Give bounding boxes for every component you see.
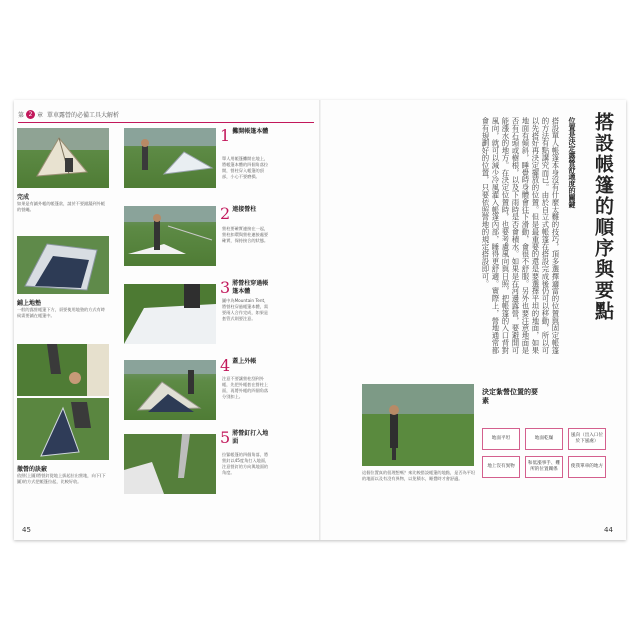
chapter-title: 單車露營的必備工具大解析	[47, 111, 120, 119]
header-rule	[18, 122, 314, 123]
step-2-illustration	[124, 206, 216, 266]
step-2-number: 2	[220, 204, 231, 223]
factor-bike-parking: 使我單車的地方	[568, 456, 606, 478]
step-3-title: 將營柱穿過帳篷本體	[232, 280, 269, 295]
factor-wind-direction: 風向（出入口位於下風處）	[568, 428, 606, 450]
chapter-number-badge: 2	[26, 110, 35, 119]
caption-complete-title: 完成	[17, 194, 30, 201]
step-1-text: 單人用帳篷攤開在地上，將帳篷本體的四個角落拉開，營柱穿入帳篷的頂部，小心不要磨損。	[222, 156, 269, 179]
photo-step-1	[124, 128, 216, 188]
step-1-title: 攤開帳篷本體	[232, 128, 269, 135]
diagram-title: 決定紮營位置的要素	[482, 388, 538, 405]
step-3-text: 圖中為Mountain Tent，將營柱穿過帳篷本體，需要兩人合作完成，如果是套管式則要注意。	[222, 298, 269, 321]
tent-complete-illustration	[17, 128, 109, 188]
campsite-illustration	[362, 384, 474, 466]
photo-step-3	[124, 284, 216, 344]
caption-groundsheet-text: 一般的露營帳篷下方，須要使用地墊的方式有時候需要鋪在帳篷中。	[17, 307, 105, 318]
factor-dry-ground: 地面乾燥	[525, 428, 563, 450]
photo-folding-tent	[17, 398, 109, 460]
factor-no-debris: 地上沒有異物	[482, 456, 520, 478]
caption-groundsheet-title: 鋪上地墊	[17, 300, 42, 307]
step-2	[220, 206, 268, 222]
folding-tent-illustration	[17, 398, 109, 460]
step-1-illustration	[124, 128, 216, 188]
step-5-illustration	[124, 434, 216, 494]
photo-step-2	[124, 206, 216, 266]
step-4-text: 注意不要讓營柱刮到外帳，先把外帳套在營柱上面，再將外帳的四個角落分別扣上。	[222, 376, 269, 399]
photo-groundsheet	[17, 236, 109, 294]
chapter-header	[18, 108, 119, 120]
body-text: 搭設單人帳篷本身沒有什麼太難的技巧，頂多選擇適當的位置與固定帳篷的方法有點講究而已。由於自立式帳篷在搭設完成後仍可以移動，所以可以先搭好再決定擺放的位置。但是最重要的還是要選擇平坦的地面，如果地面有傾斜，睡覺時身體會往下滑動，會很不舒服。另外也要注意地面是否有石頭或樹根，以及下雨時是否會積水。如果是在河邊露營，要避開可能漲水的地方。在決定位置時，也要考慮風向與日照，把帳篷的入口背對風向，就可以減少冷風灌入帳篷內部，睡得更舒適。實際上，營地通常都會有規劃好的位置，只要依照營地的規定搭設即可。	[481, 117, 560, 354]
section-subtitle: 位置是決定露營舒適度的關鍵	[568, 117, 576, 208]
photo-tent-complete	[17, 128, 109, 188]
step-3-illustration	[124, 284, 216, 344]
caption-strike-text: 依照(上圖)將營釘從地上拔起拉出營地，向下(下圖)的方式把帳篷拉起，比較好收。	[17, 473, 106, 484]
photo-step-4	[124, 360, 216, 420]
step-1	[220, 128, 268, 144]
factor-shelter-location: 和低漲事手、難所的位置關係	[525, 456, 563, 478]
book-gutter	[319, 100, 321, 540]
photo-pulling-stake	[17, 344, 109, 396]
campsite-caption: 這個位置真的很理想嗎？來比較搭設帳篷的地點，是否為平坦的地面以及有沒有異物，以免積水，睡覺時才會舒適。	[362, 470, 476, 481]
step-4-title: 蓋上外帳	[232, 358, 257, 365]
step-1-number: 1	[220, 126, 231, 145]
step-4	[220, 358, 268, 374]
factor-flat-ground: 地面平坦	[482, 428, 520, 450]
page-number-left: 45	[22, 526, 31, 534]
photo-step-5	[124, 434, 216, 494]
chapter-prefix: 第	[18, 111, 25, 119]
pulling-stake-illustration	[17, 344, 109, 396]
step-2-text: 營柱要確實連接在一起，營柱扣環與營柱連接處要確實，保持接合的狀態。	[222, 226, 269, 243]
step-4-number: 4	[220, 356, 231, 375]
chapter-suffix: 章	[37, 111, 44, 119]
step-2-title: 連接營柱	[232, 206, 257, 213]
caption-strike-title: 撤營的訣竅	[17, 466, 48, 473]
page-title: 搭設帳篷的順序與要點	[592, 112, 614, 322]
campsite-factors-diagram	[482, 388, 612, 498]
caption-complete-text: 如果是有鋪外帳的帳篷款，請於不要錯漏到外帳的營繩。	[17, 201, 105, 212]
page-number-right: 44	[604, 526, 613, 534]
photo-campsite	[362, 384, 474, 466]
groundsheet-illustration	[17, 236, 109, 294]
step-4-illustration	[124, 360, 216, 420]
step-3-number: 3	[220, 278, 231, 297]
step-5-number: 5	[220, 428, 231, 447]
step-5-title: 將營釘打入地面	[232, 430, 269, 445]
step-5	[220, 430, 268, 446]
step-3	[220, 280, 268, 296]
step-5-text: 拉緊帳篷的四個角落，將營釘以45度角打入地面，注意營釘的方向與地面的角度。	[222, 452, 270, 475]
